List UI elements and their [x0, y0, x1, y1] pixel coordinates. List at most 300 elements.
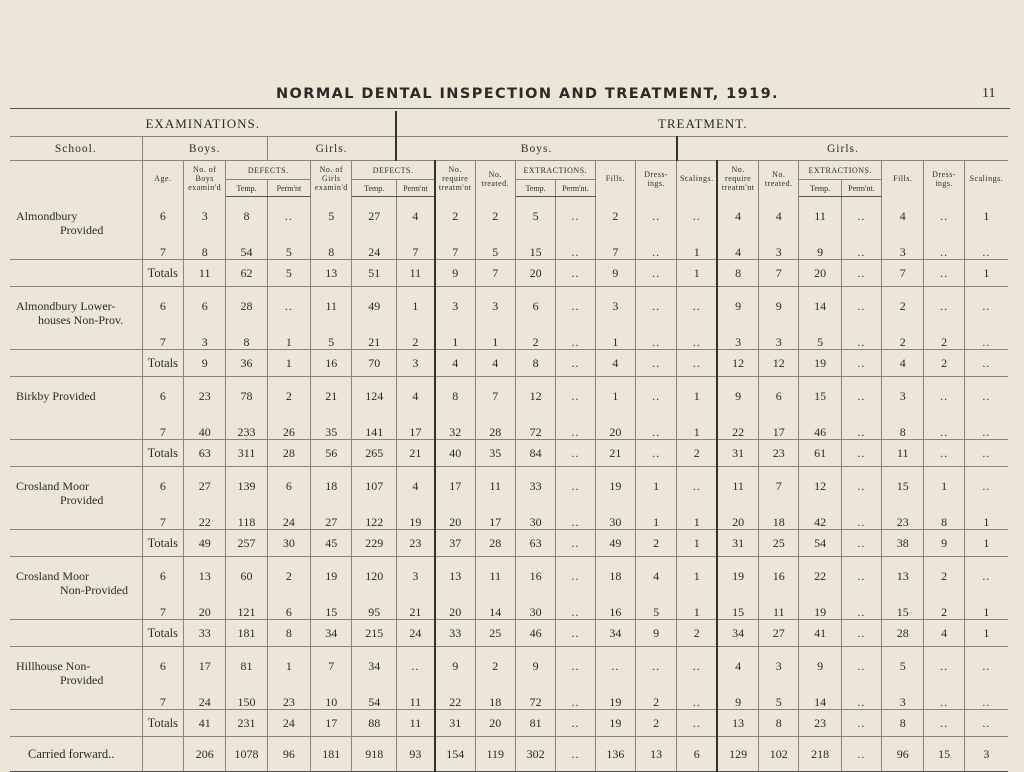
- totals-cell: 7: [882, 260, 924, 287]
- table-cell: 2: [396, 335, 434, 350]
- totals-cell: 28: [882, 620, 924, 647]
- totals-cell: 28: [475, 530, 515, 557]
- table-cell: 2: [882, 287, 924, 336]
- school-name-line-2: Non-Provided: [60, 583, 128, 597]
- totals-cell: 257: [226, 530, 267, 557]
- boys-scalings-header: Scalings.: [677, 161, 717, 197]
- table-cell: 28: [475, 425, 515, 440]
- table-body: [10, 197, 1008, 772]
- table-cell: 2: [882, 335, 924, 350]
- girls-extractions-perm-header: Perm'nt.: [841, 180, 881, 197]
- table-cell: 122: [352, 515, 396, 530]
- school-name-line-1: Almondbury: [16, 208, 78, 223]
- boys-defects-header: DEFECTS.: [226, 161, 311, 180]
- table-cell: 1: [983, 605, 990, 619]
- totals-label: Totals: [142, 710, 183, 737]
- carried-forward-cell: 136: [595, 737, 635, 772]
- totals-cell: 9: [184, 350, 226, 377]
- table-cell: 3: [184, 335, 226, 350]
- table-cell: 23: [267, 695, 310, 710]
- table-cell: 1: [677, 557, 717, 606]
- table-cell: 9: [717, 377, 758, 426]
- totals-cell: ..: [556, 440, 595, 467]
- table-cell: 7: [142, 425, 183, 440]
- treatment-header: TREATMENT.: [396, 111, 1008, 137]
- totals-cell: 9: [595, 260, 635, 287]
- exam-boys-header: Boys.: [142, 137, 267, 161]
- table-cell: 4: [717, 197, 758, 246]
- table-cell: 17: [184, 647, 226, 696]
- totals-cell: 88: [352, 710, 396, 737]
- table-cell: 2: [475, 647, 515, 696]
- totals-cell: 23: [799, 710, 841, 737]
- school-name-line-1: Birkby Provided: [16, 389, 96, 403]
- totals-cell: 33: [435, 620, 475, 647]
- totals-cell: 2: [924, 350, 964, 377]
- carried-forward-cell: 918: [352, 737, 396, 772]
- table-row: [10, 335, 1008, 350]
- treat-boys-header: Boys.: [396, 137, 676, 161]
- totals-cell: ..: [841, 350, 881, 377]
- table-cell: 17: [435, 467, 475, 516]
- table-cell: 3: [717, 335, 758, 350]
- table-row: [10, 467, 1008, 516]
- school-name-line-2: Provided: [60, 493, 104, 507]
- table-cell: 9: [435, 647, 475, 696]
- table-cell: 3: [882, 377, 924, 426]
- totals-row: [10, 620, 1008, 647]
- totals-cell: ..: [556, 620, 595, 647]
- totals-cell: 2: [635, 710, 676, 737]
- table-cell: 7: [311, 647, 352, 696]
- table-cell: 1: [475, 335, 515, 350]
- totals-cell: 46: [515, 620, 555, 647]
- totals-cell: ..: [964, 710, 1008, 737]
- totals-cell: 9: [435, 260, 475, 287]
- table-cell: 7: [396, 245, 434, 260]
- carried-forward-cell: 1078: [226, 737, 267, 772]
- table-cell: 12: [799, 467, 841, 516]
- table-cell: 17: [396, 425, 434, 440]
- totals-cell: 8: [267, 620, 310, 647]
- totals-row: [10, 260, 1008, 287]
- boys-treated-header: No. treated.: [475, 161, 515, 197]
- carried-forward-cell: 96: [882, 737, 924, 772]
- totals-cell: 12: [759, 350, 799, 377]
- carried-forward-cell: 13: [635, 737, 676, 772]
- table-cell: 1: [677, 245, 717, 260]
- table-cell: 60: [226, 557, 267, 606]
- table-cell: 6: [142, 377, 183, 426]
- table-cell: ..: [556, 695, 595, 710]
- table-cell: 6: [267, 605, 310, 620]
- totals-cell: ..: [635, 350, 676, 377]
- table-cell: ..: [677, 467, 717, 516]
- table-cell: 2: [267, 377, 310, 426]
- table-cell: ..: [841, 197, 881, 246]
- totals-cell: 41: [799, 620, 841, 647]
- table-cell: 5: [515, 197, 555, 246]
- table-cell: 21: [311, 377, 352, 426]
- table-cell: 4: [396, 197, 434, 246]
- table-cell: 81: [226, 647, 267, 696]
- table-cell: 16: [759, 557, 799, 606]
- totals-cell: 33: [184, 620, 226, 647]
- girls-dressings-header: Dress-ings.: [924, 161, 964, 197]
- table-cell: 5: [311, 197, 352, 246]
- table-cell: 6: [142, 467, 183, 516]
- table-cell: ..: [595, 647, 635, 696]
- table-cell: 8: [924, 515, 964, 530]
- table-cell: 19: [595, 695, 635, 710]
- table-cell: ..: [556, 377, 595, 426]
- table-cell: 54: [226, 245, 267, 260]
- table-cell: 22: [799, 557, 841, 606]
- table-cell: 20: [595, 425, 635, 440]
- girls-scalings-header: Scalings.: [969, 174, 1004, 184]
- totals-cell: 31: [717, 530, 758, 557]
- totals-cell: 38: [882, 530, 924, 557]
- school-name-line-2: Provided: [60, 673, 104, 687]
- totals-cell: ..: [924, 260, 964, 287]
- totals-cell: 34: [311, 620, 352, 647]
- table-cell: 11: [311, 287, 352, 336]
- totals-cell: 2: [677, 440, 717, 467]
- school-name: [10, 287, 142, 350]
- table-cell: ..: [924, 425, 964, 440]
- table-cell: 4: [882, 197, 924, 246]
- table-cell: 18: [475, 695, 515, 710]
- carried-forward-cell: 129: [717, 737, 758, 772]
- totals-cell: 21: [595, 440, 635, 467]
- table-cell: 5: [635, 605, 676, 620]
- table-cell: 8: [226, 197, 267, 246]
- table-cell: 7: [595, 245, 635, 260]
- carried-forward-cell: 96: [267, 737, 310, 772]
- table-cell: 3: [595, 287, 635, 336]
- table-cell: 24: [352, 245, 396, 260]
- table-cell: 54: [352, 695, 396, 710]
- table-cell: 49: [352, 287, 396, 336]
- table-cell: ..: [924, 377, 964, 426]
- carried-forward-label: Carried forward..: [10, 737, 142, 772]
- table-cell: 28: [226, 287, 267, 336]
- table-cell: 12: [515, 377, 555, 426]
- carried-forward-cell: 218: [799, 737, 841, 772]
- boys-fills-header: Fills.: [595, 161, 635, 197]
- totals-cell: 62: [226, 260, 267, 287]
- table-cell: ..: [924, 287, 964, 336]
- table-cell: 4: [635, 557, 676, 606]
- totals-cell: ..: [556, 350, 595, 377]
- table-row: [10, 647, 1008, 696]
- totals-cell: 21: [396, 440, 434, 467]
- treat-girls-header: Girls.: [677, 137, 1008, 161]
- totals-cell: 1: [964, 260, 1008, 287]
- boys-extractions-temp-header: Temp.: [515, 180, 555, 197]
- table-cell: 5: [799, 335, 841, 350]
- table-cell: 95: [352, 605, 396, 620]
- table-cell: 3: [759, 647, 799, 696]
- totals-row: [10, 710, 1008, 737]
- table-cell: 139: [226, 467, 267, 516]
- table-cell: ..: [982, 569, 991, 583]
- table-cell: ..: [635, 425, 676, 440]
- table-cell: 40: [184, 425, 226, 440]
- totals-cell: 4: [924, 620, 964, 647]
- table-cell: 23: [882, 515, 924, 530]
- table-cell: 3: [396, 557, 434, 606]
- totals-cell: ..: [635, 260, 676, 287]
- totals-cell: ..: [635, 440, 676, 467]
- table-cell: ..: [982, 245, 991, 259]
- table-cell: 1: [396, 287, 434, 336]
- table-cell: 32: [435, 425, 475, 440]
- table-cell: 107: [352, 467, 396, 516]
- totals-cell: 13: [311, 260, 352, 287]
- totals-cell: ..: [841, 440, 881, 467]
- totals-cell: 54: [799, 530, 841, 557]
- totals-cell: 49: [595, 530, 635, 557]
- boys-defects-temp-header: Temp.: [226, 180, 267, 197]
- table-cell: 1: [983, 208, 990, 223]
- totals-cell: 4: [595, 350, 635, 377]
- school-name-line-2: houses Non-Prov.: [38, 313, 124, 327]
- page-title: NORMAL DENTAL INSPECTION AND TREATMENT, 1919.: [276, 86, 779, 102]
- table-cell: 24: [267, 515, 310, 530]
- table-cell: 1: [595, 335, 635, 350]
- table-cell: ..: [556, 647, 595, 696]
- table-cell: ..: [982, 695, 991, 709]
- table-cell: 35: [311, 425, 352, 440]
- carried-forward-cell: 181: [311, 737, 352, 772]
- table-cell: 30: [515, 515, 555, 530]
- table-row: [10, 287, 1008, 336]
- table-cell: ..: [982, 425, 991, 439]
- table-cell: ..: [841, 425, 881, 440]
- carried-forward-cell: 206: [184, 737, 226, 772]
- table-cell: 3: [759, 335, 799, 350]
- table-cell: 1: [435, 335, 475, 350]
- totals-blank: [10, 530, 142, 557]
- school-name-line-1: Almondbury Lower-: [16, 299, 116, 313]
- totals-cell: 56: [311, 440, 352, 467]
- dental-table: [10, 111, 1008, 772]
- totals-cell: ..: [841, 620, 881, 647]
- table-cell: 18: [759, 515, 799, 530]
- table-cell: 11: [396, 695, 434, 710]
- table-cell: 7: [142, 335, 183, 350]
- table-cell: 15: [717, 605, 758, 620]
- totals-cell: 61: [799, 440, 841, 467]
- table-cell: 72: [515, 695, 555, 710]
- table-cell: 22: [717, 425, 758, 440]
- carried-forward-cell: 3: [964, 737, 1008, 772]
- totals-cell: 2: [635, 530, 676, 557]
- totals-cell: 229: [352, 530, 396, 557]
- totals-cell: 1: [677, 260, 717, 287]
- totals-cell: 8: [717, 260, 758, 287]
- totals-cell: 31: [717, 440, 758, 467]
- table-cell: 27: [311, 515, 352, 530]
- table-cell: 8: [184, 245, 226, 260]
- table-cell: 19: [717, 557, 758, 606]
- table-cell: 34: [352, 647, 396, 696]
- girls-extractions-header: EXTRACTIONS.: [799, 161, 882, 180]
- table-cell: 13: [435, 557, 475, 606]
- table-row: [10, 605, 1008, 620]
- totals-cell: 1: [267, 350, 310, 377]
- table-cell: 8: [435, 377, 475, 426]
- table-cell: 120: [352, 557, 396, 606]
- table-cell: 22: [435, 695, 475, 710]
- carried-forward-cell: 93: [396, 737, 434, 772]
- totals-row: [10, 530, 1008, 557]
- boys-extractions-header: EXTRACTIONS.: [515, 161, 595, 180]
- totals-cell: 20: [799, 260, 841, 287]
- totals-cell: 63: [184, 440, 226, 467]
- table-cell: 5: [311, 335, 352, 350]
- table-cell: 11: [799, 197, 841, 246]
- table-cell: 15: [882, 467, 924, 516]
- totals-cell: 1: [677, 530, 717, 557]
- totals-cell: ..: [556, 530, 595, 557]
- totals-cell: ..: [556, 710, 595, 737]
- totals-cell: 51: [352, 260, 396, 287]
- table-cell: 150: [226, 695, 267, 710]
- table-cell: ..: [396, 647, 434, 696]
- table-cell: 6: [142, 647, 183, 696]
- table-cell: 9: [717, 695, 758, 710]
- totals-cell: 311: [226, 440, 267, 467]
- table-cell: 10: [311, 695, 352, 710]
- table-cell: ..: [635, 287, 676, 336]
- table-cell: ..: [924, 695, 964, 710]
- table-row: [10, 197, 1008, 246]
- table-cell: 233: [226, 425, 267, 440]
- table-cell: 14: [799, 695, 841, 710]
- totals-cell: 25: [759, 530, 799, 557]
- table-cell: 9: [759, 287, 799, 336]
- table-cell: 21: [352, 335, 396, 350]
- table-cell: 3: [184, 197, 226, 246]
- table-cell: 3: [435, 287, 475, 336]
- carried-forward-row: [10, 737, 1008, 772]
- totals-cell: ..: [677, 710, 717, 737]
- table-cell: 3: [759, 245, 799, 260]
- school-name-line-2: Provided: [60, 222, 104, 237]
- totals-cell: 35: [475, 440, 515, 467]
- table-cell: 6: [759, 377, 799, 426]
- totals-cell: 9: [635, 620, 676, 647]
- table-cell: 15: [799, 377, 841, 426]
- table-cell: 6: [142, 557, 183, 606]
- totals-cell: 181: [226, 620, 267, 647]
- table-cell: ..: [924, 197, 964, 246]
- school-name-line-1: Crosland Moor: [16, 479, 89, 493]
- table-cell: ..: [635, 245, 676, 260]
- table-cell: ..: [841, 287, 881, 336]
- totals-cell: 215: [352, 620, 396, 647]
- carried-forward-blank: [142, 737, 183, 772]
- carried-forward-cell: ..: [556, 737, 595, 772]
- table-cell: 20: [435, 515, 475, 530]
- table-cell: 14: [475, 605, 515, 620]
- table-cell: ..: [924, 245, 964, 260]
- table-cell: ..: [841, 605, 881, 620]
- boys-extractions-perm-header: Perm'nt.: [556, 180, 595, 197]
- girls-defects-header: DEFECTS.: [352, 161, 435, 180]
- table-cell: 2: [435, 197, 475, 246]
- table-cell: 5: [882, 647, 924, 696]
- totals-cell: 27: [759, 620, 799, 647]
- table-cell: 4: [717, 647, 758, 696]
- table-cell: ..: [841, 377, 881, 426]
- table-cell: 7: [475, 377, 515, 426]
- table-cell: 11: [717, 467, 758, 516]
- table-cell: 24: [184, 695, 226, 710]
- table-cell: ..: [635, 335, 676, 350]
- table-cell: ..: [841, 557, 881, 606]
- table-cell: 118: [226, 515, 267, 530]
- table-cell: ..: [982, 389, 991, 403]
- table-cell: 6: [142, 287, 183, 336]
- totals-cell: 5: [267, 260, 310, 287]
- totals-cell: 12: [717, 350, 758, 377]
- table-cell: ..: [556, 197, 595, 246]
- school-name: [10, 197, 142, 260]
- table-cell: 2: [635, 695, 676, 710]
- page-number: 11: [982, 86, 996, 101]
- table-cell: 4: [717, 245, 758, 260]
- totals-cell: 7: [759, 260, 799, 287]
- table-cell: 33: [515, 467, 555, 516]
- table-cell: 22: [184, 515, 226, 530]
- table-row: [10, 245, 1008, 260]
- carried-forward-cell: 154: [435, 737, 475, 772]
- table-cell: 1: [677, 425, 717, 440]
- table-cell: ..: [841, 467, 881, 516]
- table-cell: 6: [184, 287, 226, 336]
- totals-row: [10, 350, 1008, 377]
- table-cell: 1: [677, 377, 717, 426]
- table-cell: ..: [556, 557, 595, 606]
- totals-blank: [10, 710, 142, 737]
- totals-label: Totals: [142, 530, 183, 557]
- girls-defects-perm-header: Perm'nt: [396, 180, 434, 197]
- totals-cell: 17: [311, 710, 352, 737]
- table-cell: 19: [595, 467, 635, 516]
- totals-cell: 70: [352, 350, 396, 377]
- totals-blank: [10, 440, 142, 467]
- totals-cell: 1: [964, 620, 1008, 647]
- table-cell: 4: [759, 197, 799, 246]
- totals-cell: 20: [515, 260, 555, 287]
- totals-cell: 81: [515, 710, 555, 737]
- girls-require-header: No. require treatm'nt: [717, 161, 758, 197]
- totals-cell: ..: [924, 440, 964, 467]
- table-cell: 1: [635, 515, 676, 530]
- table-cell: 17: [759, 425, 799, 440]
- table-cell: ..: [677, 287, 717, 336]
- title-rule: [10, 108, 1010, 109]
- table-cell: 3: [475, 287, 515, 336]
- totals-cell: 20: [475, 710, 515, 737]
- totals-label: Totals: [142, 440, 183, 467]
- totals-label: Totals: [142, 350, 183, 377]
- totals-cell: 84: [515, 440, 555, 467]
- girls-fills-header: Fills.: [882, 161, 924, 197]
